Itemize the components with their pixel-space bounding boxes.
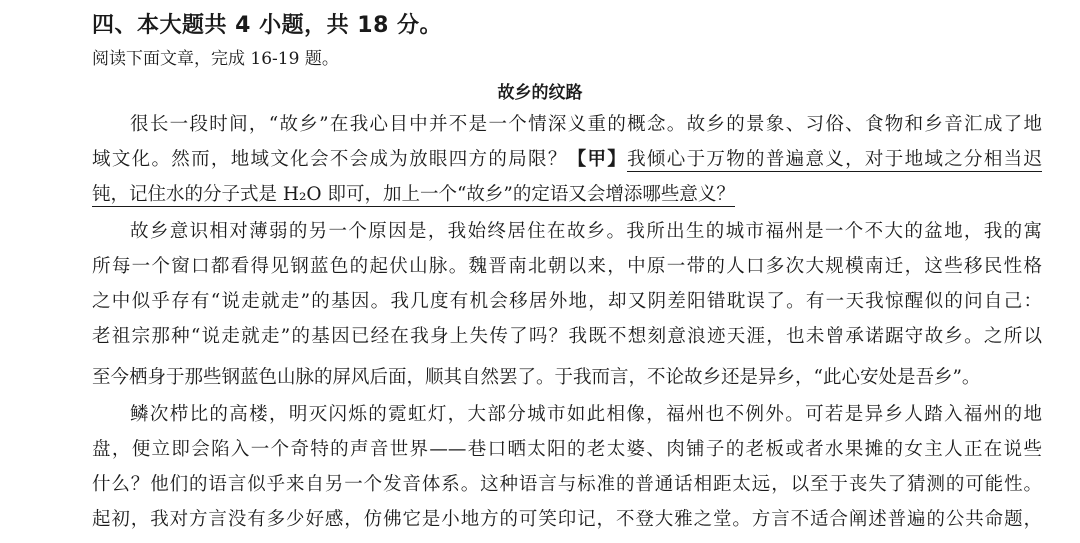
p2-line-2: 所每一个窗口都看得见钢蓝色的起伏山脉。魏晋南北朝以来，中原一带的人口多次大规模南迁，这些移民性格: [92, 256, 1042, 277]
p2-line-4-text-b: 故乡。之所以: [924, 326, 1042, 347]
p1-line-3: [92, 180, 1042, 210]
p2-line-4: [92, 322, 1042, 352]
p3-line-1: 鳞次栉比的高楼，明灭闪烁的霓虹灯，大部分城市如此相像，福州也不例外。可若是异乡人踏入福州的地: [130, 404, 1042, 425]
p2-line-4-text-a: 老祖宗那种“说走就走”的基因已经在我身上失传了吗？我既不想刻意浪迹天涯，也未曾承诺: [92, 326, 885, 347]
dotted-char-ju: 踞: [884, 326, 905, 347]
underlined-sentence-jia-part1: 我倾心于万物的普遍意义，对于地域之分相当迟: [627, 149, 1042, 170]
p3-line-4: 起初，我对方言没有多少好感，仿佛它是小地方的可笑印记，不登大雅之堂。方言不适合阐述普遍的公共命题，: [92, 509, 1042, 530]
p1-line-1: 很长一段时间，“故乡”在我心目中并不是一个情深义重的概念。故乡的景象、习俗、食物和乡音汇成了地: [130, 114, 1042, 135]
p1-line-2-text: 域文化。然而，地域文化会不会成为放眼四方的局限？: [92, 149, 568, 170]
p2-line-5: 至今栖身于那些钢蓝色山脉的屏风后面，顺其自然罢了。于我而言，不论故乡还是异乡，“此心安处是吾乡”。: [92, 367, 981, 388]
dotted-char-shou: 守: [904, 326, 925, 347]
p1-line-2: [92, 145, 1042, 175]
p3-line-3: 什么？他们的语言似乎来自另一个发音体系。这种语言与标准的普通话相距太远，以至于丧失了猜测的可能性。: [92, 474, 1042, 495]
p2-line-3: 之中似乎存有“说走就走”的基因。我几度有机会移居外地，却又阴差阳错耽误了。有一天我惊醒似的问自己：: [92, 291, 1042, 312]
p2-line-1: 故乡意识相对薄弱的另一个原因是，我始终居住在故乡。我所出生的城市福州是一个不大的盆地，我的寓: [130, 221, 1042, 242]
section-heading: 四、本大题共 4 小题，共 18 分。: [92, 13, 443, 38]
reading-instruction: 阅读下面文章，完成 16-19 题。: [92, 49, 339, 69]
article-title: 故乡的纹路: [497, 83, 583, 103]
p3-line-2: 盘，便立即会陷入一个奇特的声音世界——巷口晒太阳的老太婆、肉铺子的老板或者水果摊的女主人正在说些: [92, 439, 1042, 460]
marker-jia: 【甲】: [567, 149, 628, 170]
underlined-sentence-jia-part2: 钝，记住水的分子式是 H₂O 即可，加上一个“故乡”的定语又会增添哪些意义？: [92, 184, 735, 205]
